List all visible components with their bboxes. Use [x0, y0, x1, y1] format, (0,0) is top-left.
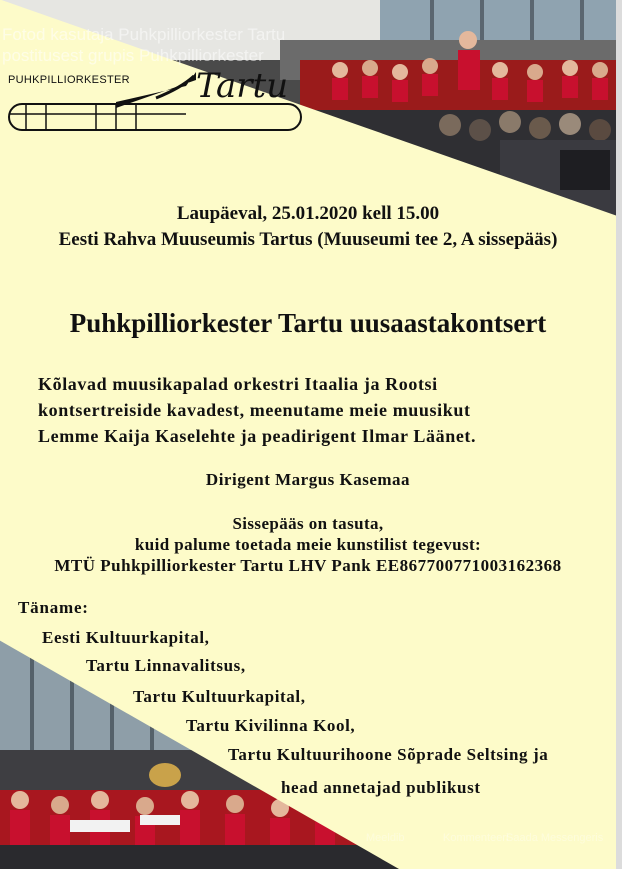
photo-credit-caption: Fotod kasutaja Puhkpilliorkester Tartu postitusest grupis Puhkpilliorkester — [2, 25, 286, 65]
bank-account-line: MTÜ Puhkpilliorkester Tartu LHV Pank EE867700771003162368 — [54, 556, 562, 575]
event-date: Laupäeval, 25.01.2020 kell 15.00 — [176, 203, 440, 224]
thanks-heading: Täname: — [18, 598, 89, 617]
event-venue: Eesti Rahva Muuseumis Tartus (Muuseumi tee 2, A sissepääs) — [58, 229, 558, 250]
like-action[interactable]: Meeldib — [366, 832, 405, 844]
sponsor-item: Tartu Kivilinna Kool, — [186, 716, 356, 735]
sponsor-item: Tartu Kultuurkapital, — [133, 687, 306, 706]
trombone-icon — [6, 68, 306, 138]
sponsor-item: Tartu Kultuurihoone Sõprade Seltsing ja — [228, 745, 549, 764]
send-messenger-action[interactable]: Saada Messengeris — [506, 832, 604, 844]
description-line: Lemme Kaija Kaselehte ja peadirigent Ilmar Läänet. — [38, 426, 477, 446]
comment-action[interactable]: Kommenteeri — [443, 832, 509, 844]
concert-title: Puhkpilliorkester Tartu uusaastakontsert — [69, 308, 547, 338]
conductor: Dirigent Margus Kasemaa — [205, 470, 411, 489]
description-line: Kõlavad muusikapalad orkestri Itaalia ja Rootsi — [38, 374, 438, 394]
admission-line: kuid palume toetada meie kunstilist tegevust: — [134, 535, 482, 554]
logo-script-text: Tartu — [196, 66, 289, 106]
admission-line: Sissepääs on tasuta, — [232, 514, 384, 533]
description-line: kontsertreiside kavadest, meenutame meie muusikut — [38, 400, 471, 420]
sponsor-item: head annetajad publikust — [281, 778, 481, 797]
sponsor-item: Tartu Linnavalitsus, — [86, 656, 246, 675]
logo-small-text: PUHKPILLIORKESTER — [8, 74, 130, 86]
sponsor-item: Eesti Kultuurkapital, — [42, 628, 210, 647]
scroll-edge — [616, 0, 622, 869]
